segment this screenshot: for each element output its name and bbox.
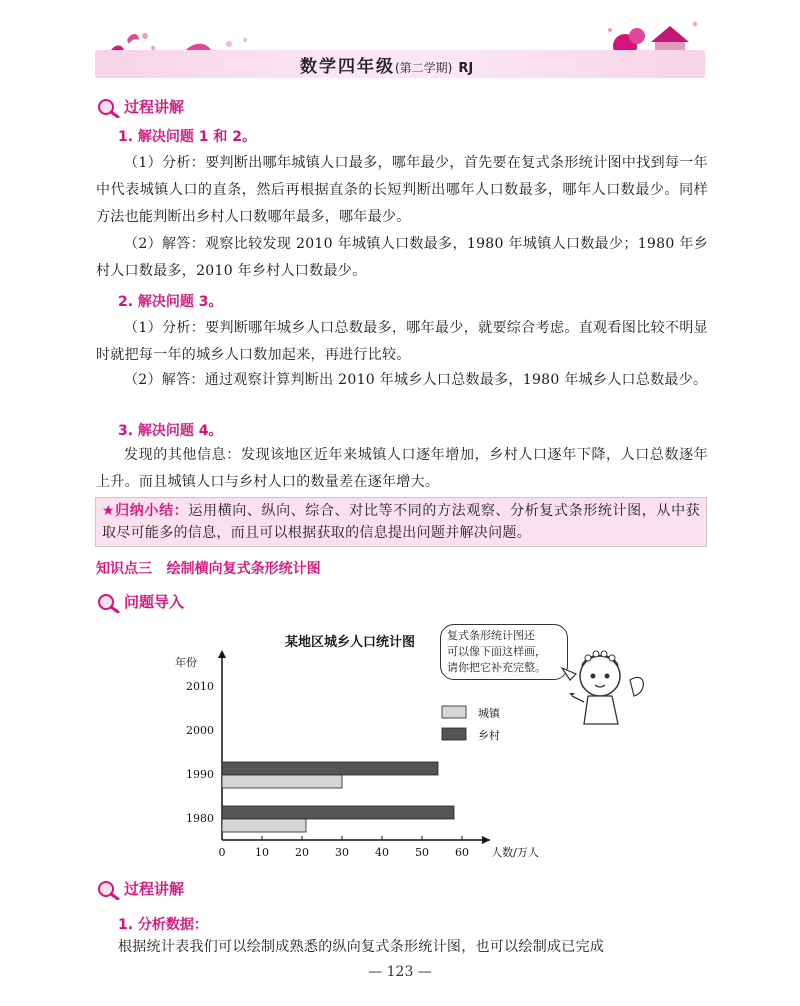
magnifier-icon (96, 98, 120, 118)
step-title-2: 2. 解决问题 3。 (118, 294, 223, 310)
page-number: — 123 — (368, 964, 432, 980)
x-axis-arrow (482, 836, 490, 844)
bar-rural-1990 (222, 762, 438, 775)
section-heading-process (96, 96, 184, 118)
knowledge-point-label: 知识点三 (96, 561, 152, 577)
fairy-character-icon (560, 640, 650, 730)
step1-analysis: （1）分析：要判断出哪年城镇人口最多，哪年最少，首先要在复式条形统计图中找到每一年中代表城镇人口的直条，然后再根据直条的长短判断出哪年人口数最多，哪年人口数最少。同样方法也能判断出乡村人口数哪年最多，哪年最少。 (96, 155, 708, 225)
legend-swatch-0 (442, 706, 466, 718)
x-tick-label: 20 (295, 846, 309, 859)
section-heading-text: 过程讲解 (124, 880, 185, 898)
step-title-1: 1. 解决问题 1 和 2。 (118, 129, 257, 145)
section3-text: 根据统计表我们可以绘制成熟悉的纵向复式条形统计图，也可以绘制成已完成 (118, 939, 605, 955)
legend-label-0: 城镇 (478, 707, 500, 720)
speech-bubble (440, 624, 568, 680)
y-tick-label: 2010 (186, 680, 214, 693)
knowledge-point-title: 绘制横向复式条形统计图 (166, 561, 321, 577)
x-tick-label: 60 (455, 846, 469, 859)
running-header (300, 52, 540, 76)
bubble-line-3: 请你把它补充完整。 (447, 661, 546, 674)
y-axis-arrow (218, 650, 226, 658)
summary-text: 运用横向、纵向、综合、对比等不同的方法观察、分析复式条形统计图，从中获取尽可能多的信息，而且可以根据获取的信息提出问题并解决问题。 (102, 503, 700, 541)
x-tick-label: 30 (335, 846, 349, 859)
step2-answer: （2）解答：通过观察计算判断出 2010 年城乡人口总数最多，1980 年城乡人口总数最少。 (124, 372, 708, 388)
legend-swatch-1 (442, 728, 466, 740)
x-tick-label: 10 (255, 846, 269, 859)
step-title-3: 3. 解决问题 4。 (118, 423, 223, 439)
y-tick-label: 1990 (186, 768, 214, 781)
section-heading-process-2 (96, 878, 184, 900)
step1-answer: （2）解答：观察比较发现 2010 年城镇人口数最多，1980 年城镇人口数最少；1980 年乡村人口数最多，2010 年乡村人口数最少。 (96, 236, 708, 279)
bubble-line-2: 可以像下面这样画， (447, 645, 546, 658)
knowledge-point-heading (96, 558, 321, 578)
x-tick-label: 0 (218, 846, 226, 859)
step2-analysis: （1）分析：要判断哪年城乡人口总数最多，哪年最少，就要综合考虑。直观看图比较不明显时就把每一年的城乡人口数加起来，再进行比较。 (96, 320, 708, 363)
section-heading-intro (96, 591, 184, 613)
step-title-analyze: 1. 分析数据： (118, 917, 208, 933)
section-heading-text: 过程讲解 (124, 98, 185, 116)
x-tick-label: 50 (415, 846, 429, 859)
header-title: 数学四年级 (300, 57, 395, 77)
step3-text: 发现的其他信息：发现该地区近年来城镇人口逐年增加，乡村人口逐年下降，人口总数逐年上升。而且城镇人口与乡村人口的数量差在逐年增大。 (96, 447, 708, 490)
magnifier-icon (96, 880, 120, 900)
magnifier-icon (96, 593, 120, 613)
bar-town-1990 (222, 775, 342, 788)
chart-title: 某地区城乡人口统计图 (284, 635, 416, 650)
bar-town-1980 (222, 819, 306, 832)
bubble-line-1: 复式条形统计图还 (447, 629, 535, 642)
x-tick-label: 40 (375, 846, 389, 859)
legend-label-1: 乡村 (478, 729, 500, 742)
summary-lead: ★归纳小结： (102, 503, 189, 519)
header-subtitle: (第二学期) (395, 61, 453, 75)
y-axis-label: 年份 (175, 656, 197, 669)
bar-rural-1980 (222, 806, 454, 819)
section-heading-text: 问题导入 (124, 593, 185, 611)
summary-box (95, 497, 707, 547)
header-edition: RJ (458, 61, 474, 76)
x-axis-label: 人数/万人 (491, 846, 539, 859)
y-tick-label: 1980 (186, 812, 214, 825)
y-tick-label: 2000 (186, 724, 214, 737)
